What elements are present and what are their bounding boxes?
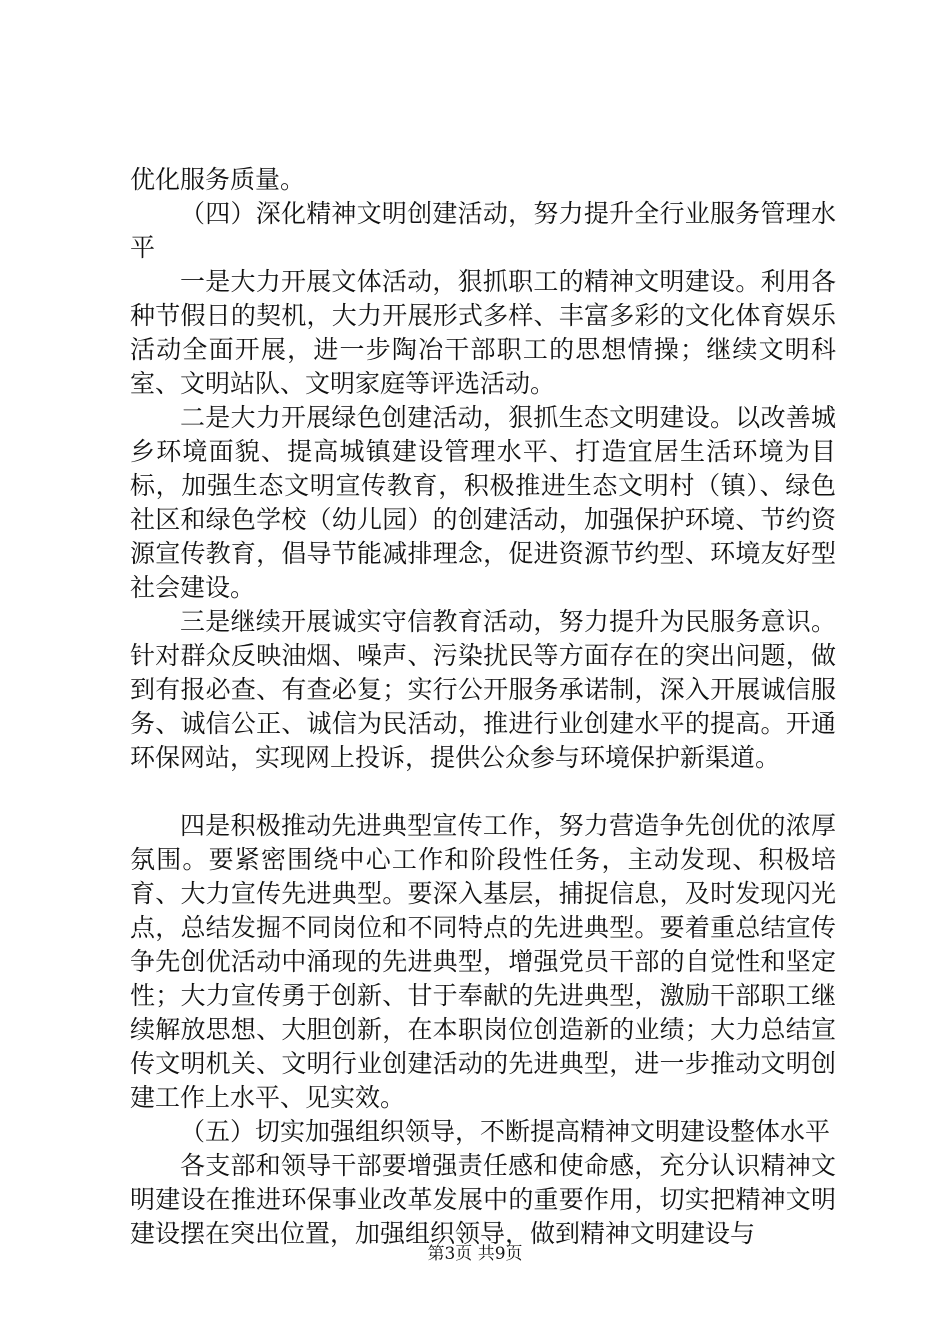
section-heading-5: （五）切实加强组织领导，不断提高精神文明建设整体水平 [180, 1117, 831, 1146]
paragraph-spacer [130, 775, 836, 809]
paragraph-organization: 各支部和领导干部要增强责任感和使命感，充分认识精神文明建设在推进环保事业改革发展中的重要作用，切实把精神文明建设摆在突出位置，加强组织领导，做到精神文明建设与 [130, 1151, 836, 1248]
section-heading-4: （四）深化精神文明创建活动，努力提升全行业服务管理水平 [130, 199, 836, 262]
paragraph-item-4: 四是积极推动先进典型宣传工作，努力营造争先创优的浓厚氛围。要紧密围绕中心工作和阶段性任务，主动发现、积极培育、大力宣传先进典型。要深入基层，捕捉信息，及时发现闪光点，总结发掘不同岗位和不同特点的先进典型。要着重总结宣传争先创优活动中涌现的先进典型，增强党员干部的自觉性和坚定性；大力宣传勇于创新、甘于奉献的先进典型，激励干部职工继续解放思想、大胆创新，在本职岗位创造新的业绩；大力总结宣传文明机关、文明行业创建活动的先进典型，进一步推动文明创建工作上水平、见实效。 [130, 811, 836, 1112]
paragraph-item-3: 三是继续开展诚实守信教育活动，努力提升为民服务意识。针对群众反映油烟、噪声、污染扰民等方面存在的突出问题，做到有报必查、有查必复；实行公开服务承诺制，深入开展诚信服务、诚信公正、诚信为民活动，推进行业创建水平的提高。开通环保网站，实现网上投诉，提供公众参与环境保护新渠道。 [130, 607, 836, 772]
document-body [130, 163, 836, 1251]
paragraph-item-2: 二是大力开展绿色创建活动，狠抓生态文明建设。以改善城乡环境面貌、提高城镇建设管理水平、打造宜居生活环境为目标，加强生态文明宣传教育，积极推进生态文明村（镇）、绿色社区和绿色学校（幼儿园）的创建活动，加强保护环境、节约资源宣传教育，倡导节能减排理念，促进资源节约型、环境友好型社会建设。 [130, 403, 836, 602]
paragraph-item-1: 一是大力开展文体活动，狠抓职工的精神文明建设。利用各种节假日的契机，大力开展形式多样、丰富多彩的文化体育娱乐活动全面开展，进一步陶冶干部职工的思想情操；继续文明科室、文明站队、文明家庭等评选活动。 [130, 267, 836, 398]
page-number-footer: 第3页 共9页 [427, 1244, 523, 1264]
paragraph-continuation: 优化服务质量。 [130, 165, 306, 194]
